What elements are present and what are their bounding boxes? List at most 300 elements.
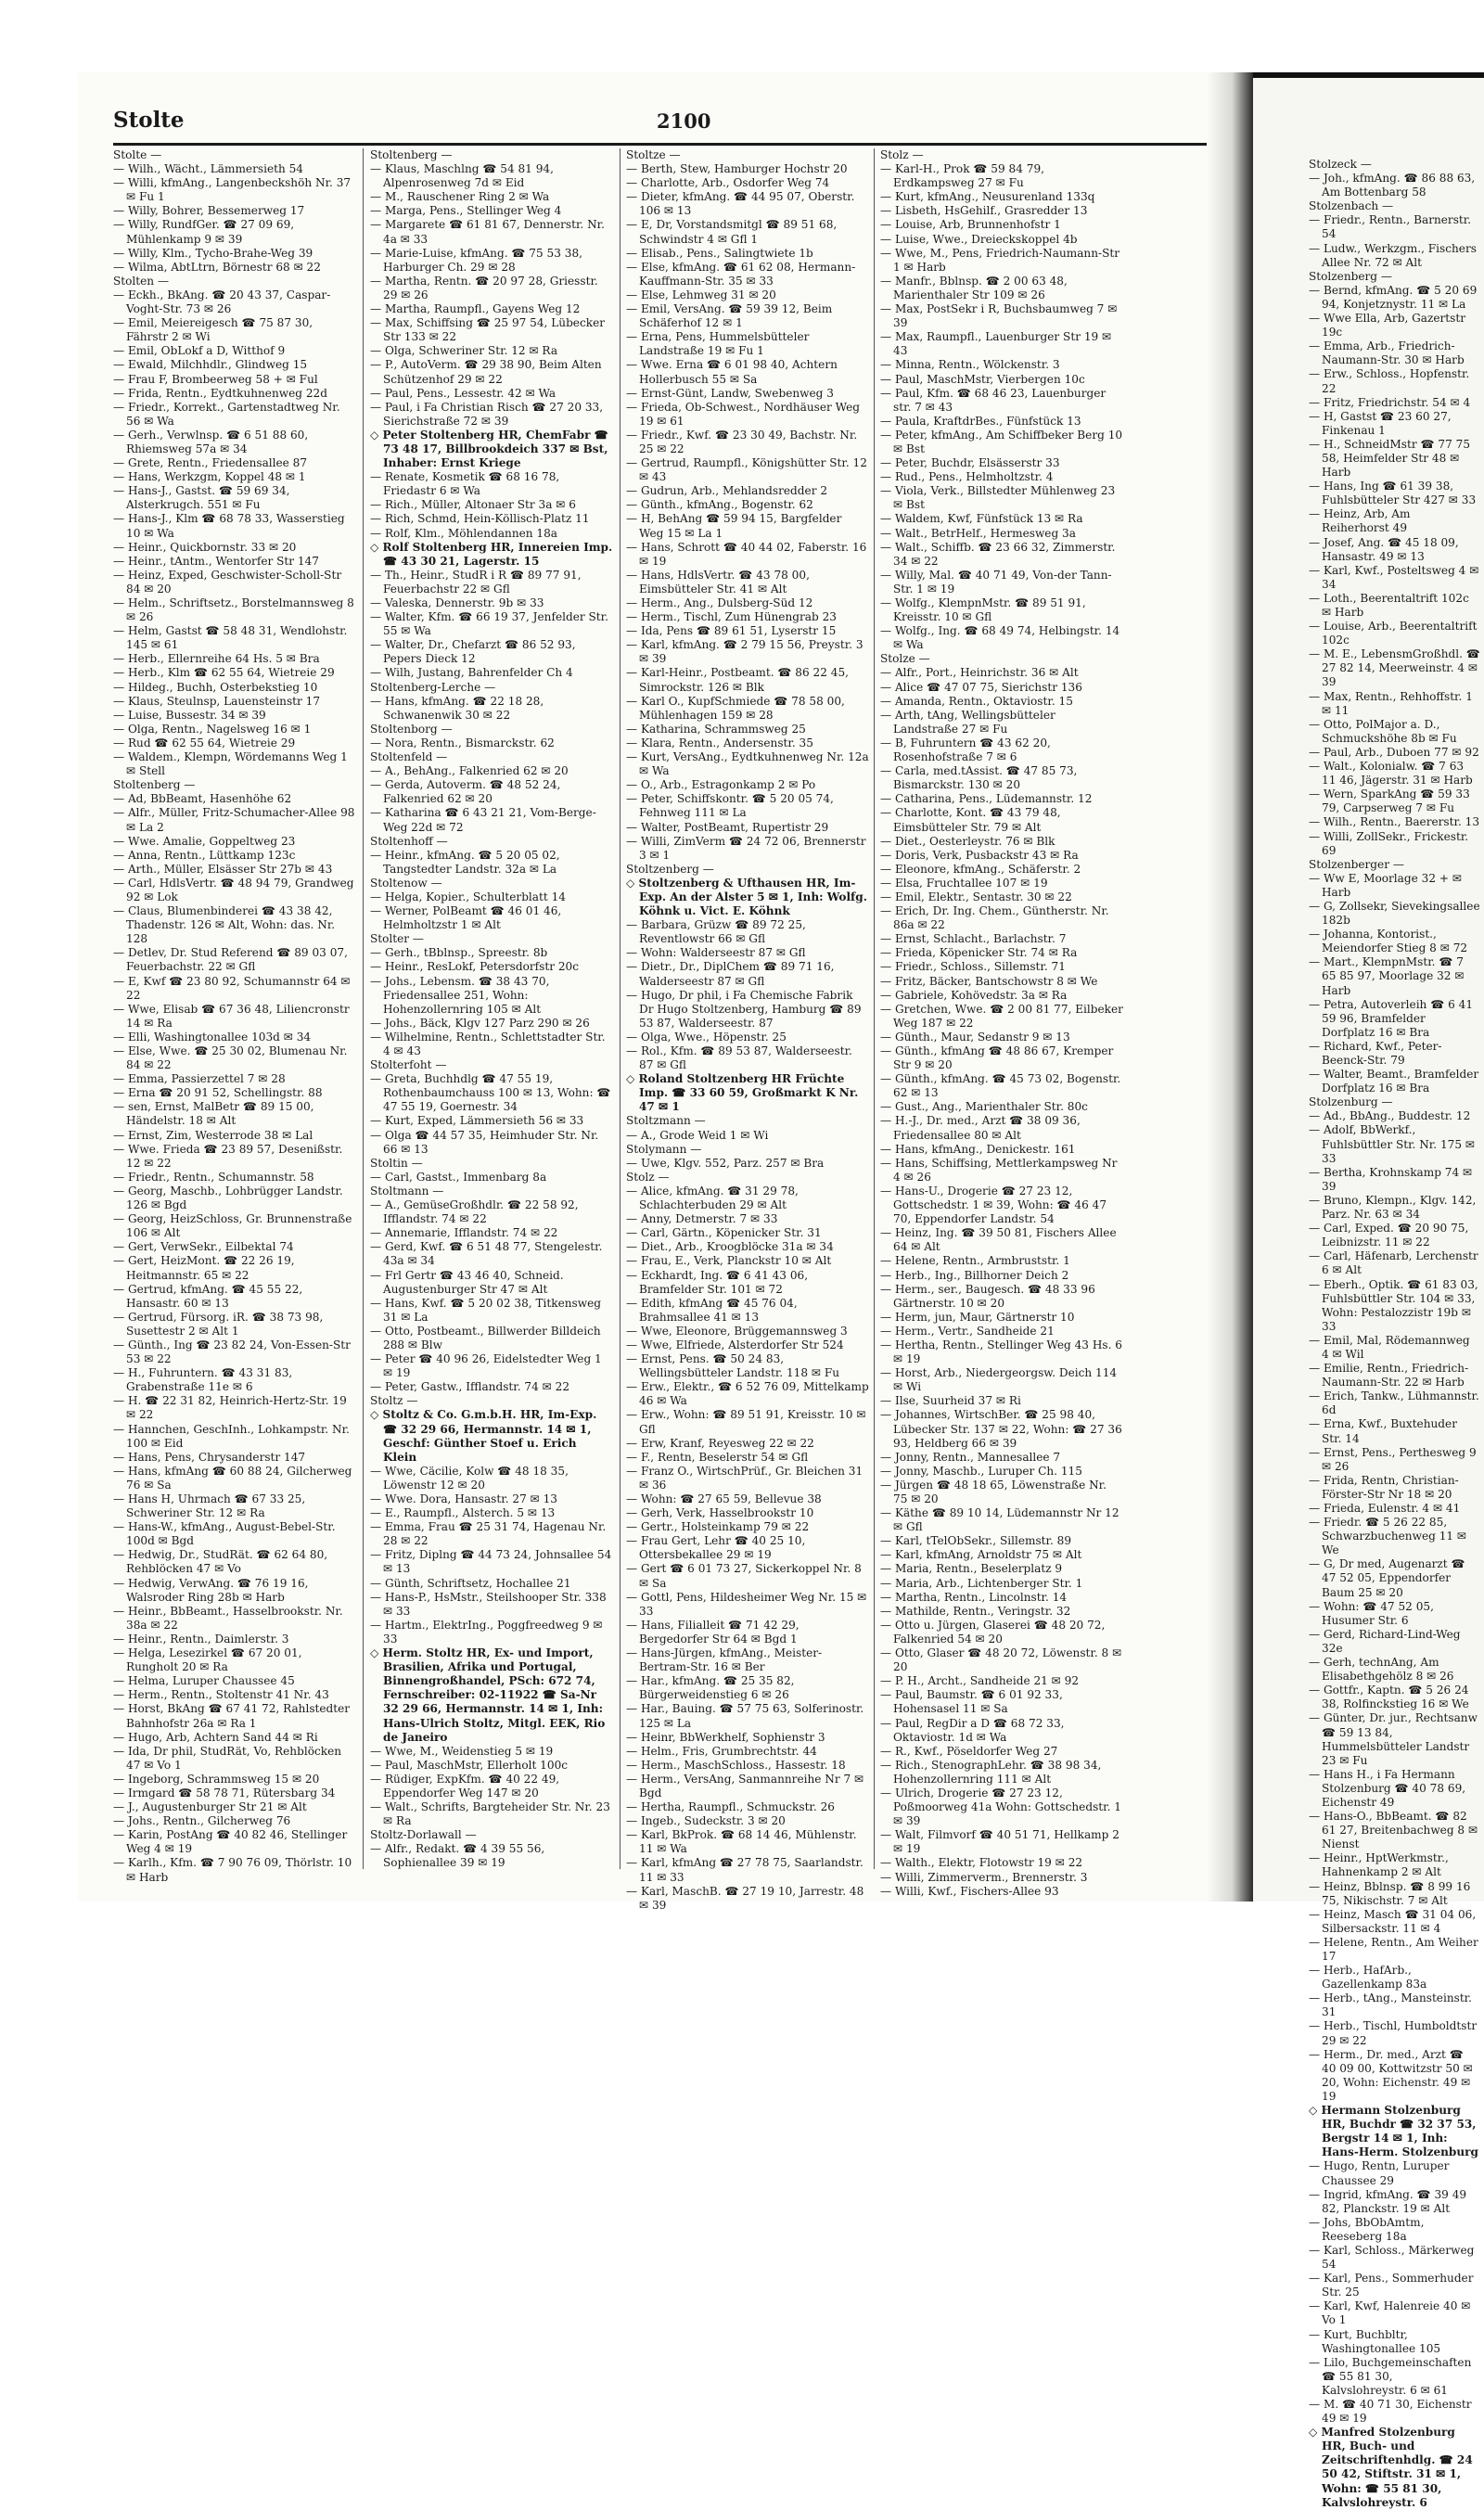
- directory-entry: — H, BehAng ☎ 59 94 15, Bargfelder Weg 15 ✉ La 1: [626, 512, 842, 540]
- directory-entry: — Friedr., Kwf. ☎ 23 30 49, Bachstr. Nr. 25 ✉ 22: [626, 428, 858, 455]
- directory-entry: — Rich., Müller, Altonaer Str 3a ✉ 6: [370, 498, 576, 512]
- directory-entry: — Georg, HeizSchloss, Gr. Brunnenstraße 106 ✉ Alt: [113, 1212, 352, 1240]
- directory-entry: — Wwe, M., Pens, Friedrich-Naumann-Str 1 ✉ Harb: [880, 246, 1120, 274]
- directory-entry: — Karl, tTelObSekr., Sillemstr. 89: [880, 1534, 1072, 1548]
- directory-entry: — A., Grode Weid 1 ✉ Wi: [626, 1128, 769, 1142]
- directory-entry: — Heinr., kfmAng. ☎ 5 20 05 02, Tangstedter Landstr. 32a ✉ La: [370, 848, 560, 876]
- directory-entry: — Gudrun, Arb., Mehlandsredder 2: [626, 484, 828, 498]
- directory-entry: — H. ☎ 22 31 82, Heinrich-Hertz-Str. 19 ✉ 22: [113, 1394, 347, 1422]
- directory-entry: — Kurt, VersAng., Eydtkuhnenweg Nr. 12a ✉ Wa: [626, 750, 869, 778]
- directory-entry: — Emma, Arb., Friedrich-Naumann-Str. 30 ✉ Harb: [1309, 339, 1465, 367]
- directory-entry: — Paul, Baumstr. ☎ 6 01 92 33, Hohensasel 11 ✉ Sa: [880, 1688, 1063, 1716]
- directory-entry: — Herb., Ing., Billhorner Deich 2: [880, 1268, 1069, 1282]
- directory-entry: — Wilh., Wächt., Lämmersieth 54: [113, 162, 303, 176]
- directory-entry: — Karl-Heinr., Postbeamt. ☎ 86 22 45, Simrockstr. 126 ✉ Blk: [626, 666, 849, 694]
- directory-entry: — Helm., Schriftsetz., Borstelmannsweg 8 ✉ 26: [113, 596, 354, 624]
- directory-entry: — Margarete ☎ 61 81 67, Dennerstr. Nr. 4a ✉ 33: [370, 218, 605, 246]
- directory-entry: — Hannchen, GeschInh., Lohkampstr. Nr. 100 ✉ Eid: [113, 1422, 350, 1450]
- directory-entry: — Emilie, Rentn., Friedrich-Naumann-Str. 22 ✉ Harb: [1309, 1362, 1469, 1389]
- directory-entry: ◇ Peter Stoltenberg HR, ChemFabr ☎ 73 48 17, Billbrookdeich 337 ✉ Bst, Inhaber: Ernst Kriege: [370, 428, 608, 470]
- directory-entry: — Karl, Kwf., Posteltsweg 4 ✉ 34: [1309, 563, 1479, 591]
- header-rule: [113, 143, 1217, 146]
- directory-entry: — Wwe. Frieda ☎ 23 89 57, Desenißstr. 12 ✉ 22: [113, 1142, 343, 1170]
- directory-entry: — Olga ☎ 44 57 35, Heimhuder Str. Nr. 66 ✉ 13: [370, 1128, 599, 1156]
- directory-entry: — Herb., HafArb., Gazellenkamp 83a: [1309, 1964, 1427, 1991]
- directory-column-1: [113, 148, 356, 1884]
- directory-entry: — Charlotte, Kont. ☎ 43 79 48, Eimsbütteler Str. 79 ✉ Alt: [880, 806, 1061, 834]
- directory-entry: — Uwe, Klgv. 552, Parz. 257 ✉ Bra: [626, 1156, 825, 1170]
- directory-entry: — Günth., kfmAng., Bogenstr. 62: [626, 498, 813, 512]
- directory-entry: — Otto u. Jürgen, Glaserei ☎ 48 20 72, Falkenried 54 ✉ 20: [880, 1618, 1106, 1646]
- directory-entry: — Frau, E., Verk, Planckstr 10 ✉ Alt: [626, 1254, 832, 1268]
- directory-entry: — Jonny, Rentn., Mannesallee 7: [880, 1450, 1061, 1464]
- directory-entry: — Ingeborg, Schrammsweg 15 ✉ 20: [113, 1772, 320, 1786]
- directory-entry: Stolzenberger —: [1309, 857, 1404, 871]
- page-header: [113, 104, 1194, 143]
- directory-entry: — Ilse, Suurheid 37 ✉ Ri: [880, 1394, 1021, 1408]
- directory-entry: Stolzeck —: [1309, 158, 1372, 171]
- directory-entry: — Willy, Bohrer, Bessemerweg 17: [113, 204, 305, 218]
- directory-entry: — Helm., Fris, Grumbrechtstr. 44: [626, 1744, 817, 1758]
- directory-entry: — Olga, Schweriner Str. 12 ✉ Ra: [370, 344, 558, 358]
- directory-entry: — Max, Raumpfl., Lauenburger Str 19 ✉ 43: [880, 330, 1112, 358]
- directory-entry: Stoltze —: [626, 148, 681, 161]
- directory-entry: — Gert, HeizMont. ☎ 22 26 19, Heitmannstr. 65 ✉ 22: [113, 1254, 295, 1282]
- directory-entry: — Lisbeth, HsGehilf., Grasredder 13: [880, 204, 1088, 218]
- directory-entry: — Karl, MaschB. ☎ 27 19 10, Jarrestr. 48 ✉ 39: [626, 1884, 864, 1912]
- directory-entry: — H., SchneidMstr ☎ 77 75 58, Heimfelder Str 48 ✉ Harb: [1309, 437, 1471, 480]
- directory-entry: — Günth., Maur, Sedanstr 9 ✉ 13: [880, 1030, 1070, 1044]
- directory-entry: — Wilma, AbtLtrn, Börnestr 68 ✉ 22: [113, 260, 321, 274]
- directory-entry: — Wwe, Elfriede, Alsterdorfer Str 524: [626, 1338, 844, 1351]
- directory-entry: — Herb., Klm ☎ 62 55 64, Wietreie 29: [113, 666, 335, 680]
- directory-entry: — Wwe, Cäcilie, Kolw ☎ 48 18 35, Löwenstr 12 ✉ 20: [370, 1464, 569, 1492]
- directory-entry: — Rud., Pens., Helmholtzstr. 4: [880, 470, 1054, 484]
- directory-entry: — Gottl, Pens, Hildesheimer Weg Nr. 15 ✉ 33: [626, 1590, 867, 1618]
- directory-entry: — Ad, BbBeamt, Hasenhöhe 62: [113, 792, 292, 806]
- directory-entry: — Ida, Dr phil, StudRät, Vo, Rehblöcken 47 ✉ Vo 1: [113, 1744, 342, 1772]
- directory-entry: — Wwe, Elisab ☎ 67 36 48, Liliencronstr 14 ✉ Ra: [113, 1002, 350, 1030]
- directory-entry: — Gabriele, Kohövedstr. 3a ✉ Ra: [880, 988, 1068, 1002]
- directory-entry: — Martha, Rentn., Lincolnstr. 14: [880, 1590, 1068, 1604]
- directory-entry: — Herb., Ellernreihe 64 Hs. 5 ✉ Bra: [113, 652, 320, 666]
- directory-entry: — Karl, kfmAng. ☎ 2 79 15 56, Preystr. 3 ✉ 39: [626, 638, 864, 666]
- directory-entry: — E., Raumpfl., Alsterch. 5 ✉ 13: [370, 1506, 556, 1520]
- directory-entry: — Doris, Verk, Pusbackstr 43 ✉ Ra: [880, 848, 1079, 862]
- directory-entry: — Peter, Gastw., Ifflandstr. 74 ✉ 22: [370, 1380, 570, 1394]
- directory-entry: Stolz —: [880, 148, 924, 161]
- directory-entry: — Walter, Beamt., Bramfelder Dorfplatz 16 ✉ Bra: [1309, 1068, 1479, 1095]
- column-divider: [363, 148, 364, 1869]
- directory-entry: — Heinr., ResLokf, Petersdorfstr 20c: [370, 960, 580, 974]
- directory-entry: — Bertha, Krohnskamp 74 ✉ 39: [1309, 1165, 1473, 1193]
- directory-entry: — Irmgard ☎ 58 78 71, Rütersbarg 34: [113, 1786, 336, 1799]
- directory-entry: — Catharina, Pens., Lüdemannstr. 12: [880, 792, 1093, 806]
- directory-entry: — Hans H, Uhrmach ☎ 67 33 25, Schweriner Str. 12 ✉ Ra: [113, 1492, 306, 1520]
- directory-entry: — Gertrud, Raumpfl., Königshütter Str. 12 ✉ 43: [626, 456, 867, 484]
- directory-entry: — Louise, Arb., Beerentaltrift 102c: [1309, 620, 1478, 647]
- directory-entry: — Hans, Werkzgm, Koppel 48 ✉ 1: [113, 470, 306, 484]
- directory-entry: — Nora, Rentn., Bismarckstr. 62: [370, 736, 555, 749]
- directory-entry: — Erw, Kranf, Reyesweg 22 ✉ 22: [626, 1436, 814, 1450]
- directory-entry: — Ingeb., Sudeckstr. 3 ✉ 20: [626, 1814, 786, 1828]
- directory-entry: — Eleonore, kfmAng., Schäferstr. 2: [880, 862, 1081, 876]
- directory-entry: — Helga, Kopier., Schulterblatt 14: [370, 890, 566, 903]
- directory-entry: — Herm., VersAng, Sanmannreihe Nr 7 ✉ Bgd: [626, 1772, 864, 1799]
- directory-entry: — Karl, kfmAng, Arnoldstr 75 ✉ Alt: [880, 1548, 1082, 1562]
- directory-entry: — Heinr., HptWerkmstr., Hahnenkamp 2 ✉ Alt: [1309, 1851, 1449, 1879]
- directory-entry: — Ludw., Werkzgm., Fischers Allee Nr. 72 ✉ Alt: [1309, 241, 1477, 269]
- directory-entry: — Emil, ObLokf a D, Witthof 9: [113, 344, 286, 358]
- directory-entry: ◇ Herm. Stoltz HR, Ex- und Import, Brasilien, Afrika und Portugal, Binnengroßhandel, PSch: 672 74, Fernschreiber: 02-11922 ☎ Sa-Nr 32 29 66, Hermannstr. 14 ✉ 1, Inh: Hans-Ulrich Stoltz, Mitgl. EEK, Rio de Janeiro: [370, 1646, 606, 1744]
- directory-entry: — Wohn: Walderseestr 87 ✉ Gfl: [626, 946, 806, 960]
- directory-entry: — Elisab., Pens., Salingtwiete 1b: [626, 246, 813, 260]
- directory-entry: — Jürgen ☎ 48 18 65, Löwenstraße Nr. 75 ✉ 20: [880, 1478, 1107, 1505]
- directory-entry: — G, Zollsekr, Sievekingsallee 182b: [1309, 899, 1480, 928]
- directory-entry: — Kurt, kfmAng., Neusurenland 133q: [880, 190, 1095, 204]
- directory-entry: — Hans, HdlsVertr. ☎ 43 78 00, Eimsbütteler Str. 41 ✉ Alt: [626, 568, 810, 595]
- directory-entry: — Grete, Rentn., Friedensallee 87: [113, 456, 308, 470]
- directory-entry: — Carl, Gastst., Immenbarg 8a: [370, 1170, 547, 1184]
- directory-column-2: [370, 148, 613, 1874]
- directory-entry: — Franz O., WirtschPrüf., Gr. Bleichen 31 ✉ 36: [626, 1464, 864, 1492]
- directory-entry: — Walter, Dr., Chefarzt ☎ 86 52 93, Pepers Dieck 12: [370, 638, 576, 666]
- directory-entry: — Luise, Wwe., Dreieckskoppel 4b: [880, 232, 1078, 246]
- directory-entry: — Hans, Kwf. ☎ 5 20 02 38, Titkensweg 31 ✉ La: [370, 1296, 602, 1324]
- directory-entry: — Richard, Kwf., Peter-Beenck-Str. 79: [1309, 1039, 1442, 1067]
- directory-entry: — Emma, Passierzettel 7 ✉ 28: [113, 1072, 286, 1086]
- directory-entry: — Ww E, Moorlage 32 + ✉ Harb: [1309, 871, 1462, 899]
- directory-entry: ◇ Rolf Stoltenberg HR, Innereien Imp. ☎ 43 30 21, Lagerstr. 15: [370, 540, 613, 568]
- directory-entry: — H., Fuhruntern. ☎ 43 31 83, Grabenstraße 11e ✉ 6: [113, 1366, 293, 1394]
- directory-entry: — Alice ☎ 47 07 75, Sierichstr 136: [880, 680, 1082, 694]
- directory-entry: — Gerh., Verwlnsp. ☎ 6 51 88 60, Rhiemsweg 57a ✉ 34: [113, 428, 309, 455]
- directory-entry: — Erich, Tankw., Lühmannstr. 6d: [1309, 1389, 1479, 1417]
- directory-entry: — Paul, Pens., Lessestr. 42 ✉ Wa: [370, 386, 556, 400]
- directory-entry: — Friedr., Rentn., Barnerstr. 54: [1309, 213, 1472, 241]
- directory-entry: — Max, PostSekr i R, Buchsbaumweg 7 ✉ 39: [880, 302, 1118, 330]
- directory-entry: — Fritz, Friedrichstr. 54 ✉ 4: [1309, 395, 1471, 409]
- directory-entry: — Anna, Rentn., Lüttkamp 123c: [113, 848, 296, 862]
- directory-entry: — Manfr., Bblnsp. ☎ 2 00 63 48, Marienthaler Str 109 ✉ 26: [880, 274, 1068, 301]
- directory-entry: — Karl, kfmAng ☎ 27 78 75, Saarlandstr. 11 ✉ 33: [626, 1856, 864, 1884]
- directory-entry: — Fritz, Diplng ☎ 44 73 24, Johnsallee 54 ✉ 13: [370, 1548, 612, 1576]
- directory-entry: Stoltin —: [370, 1156, 423, 1170]
- directory-entry: — Gertrud, Fürsorg. iR. ☎ 38 73 98, Susettestr 2 ✉ Alt 1: [113, 1310, 324, 1338]
- directory-entry: — Petra, Autoverleih ☎ 6 41 59 96, Bramfelder Dorfplatz 16 ✉ Bra: [1309, 997, 1474, 1039]
- directory-entry: — M. E., LebensmGroßhdl. ☎ 27 82 14, Meerweinstr. 4 ✉ 39: [1309, 647, 1480, 689]
- directory-entry: — Mart., KlempnMstr. ☎ 7 65 85 97, Moorlage 32 ✉ Harb: [1309, 955, 1465, 997]
- directory-entry: — Ernst, Schlacht., Barlachstr. 7: [880, 932, 1067, 946]
- directory-entry: — Wilh, Justang, Bahrenfelder Ch 4: [370, 666, 573, 680]
- directory-entry: — Klaus, Steulnsp, Lauensteinstr 17: [113, 694, 321, 708]
- directory-entry: — P., AutoVerm. ☎ 29 38 90, Beim Alten Schützenhof 29 ✉ 22: [370, 358, 602, 386]
- directory-entry: — Willy, Mal. ☎ 40 71 49, Von-der Tann-Str. 1 ✉ 19: [880, 568, 1112, 595]
- directory-entry: — Wern, SparkAng ☎ 59 33 79, Carpserweg 7 ✉ Fu: [1309, 788, 1470, 815]
- directory-entry: — Paul, MaschMstr, Vierbergen 10c: [880, 372, 1085, 386]
- directory-entry: — H, Gastst ☎ 23 60 27, Finkenau 1: [1309, 409, 1452, 437]
- directory-entry: — Marie-Luise, kfmAng. ☎ 75 53 38, Harburger Ch. 29 ✉ 28: [370, 246, 582, 274]
- directory-entry: — Rol., Kfm. ☎ 89 53 87, Walderseestr. 87 ✉ Gfl: [626, 1044, 852, 1072]
- directory-entry: — Willy, RundfGer. ☎ 27 09 69, Mühlenkamp 9 ✉ 39: [113, 218, 295, 246]
- directory-entry: — Karl, BkProk. ☎ 68 14 46, Mühlenstr. 11 ✉ Wa: [626, 1828, 857, 1856]
- directory-entry: — Barbara, Grüzw ☎ 89 72 25, Reventlowstr 66 ✉ Gfl: [626, 918, 806, 946]
- directory-entry: — Heinr., BbBeamt., Hasselbrookstr. Nr. 38a ✉ 22: [113, 1604, 343, 1632]
- directory-entry: — Arth, tAng, Wellingsbütteler Landstraße 27 ✉ Fu: [880, 708, 1055, 736]
- directory-entry: — Frieda, Eulenstr. 4 ✉ 41: [1309, 1502, 1461, 1515]
- directory-entry: — Willy, Klm., Tycho-Brahe-Weg 39: [113, 246, 313, 260]
- directory-entry: — Günter, Dr. jur., Rechtsanw ☎ 59 13 84, Hummelsbütteler Landstr 23 ✉ Fu: [1309, 1711, 1478, 1767]
- directory-entry: — J., Augustenburger Str 21 ✉ Alt: [113, 1800, 307, 1814]
- directory-entry: — Gerd, Kwf. ☎ 6 51 48 77, Stengelestr. 43a ✉ 34: [370, 1240, 603, 1268]
- directory-entry: — Berth, Stew, Hamburger Hochstr 20: [626, 162, 848, 176]
- directory-entry: — Emil, Mal, Rödemannweg 4 ✉ Wil: [1309, 1333, 1470, 1361]
- directory-entry: — Ernst, Pens., Perthesweg 9 ✉ 26: [1309, 1445, 1477, 1473]
- directory-entry: — R., Kwf., Pöseldorfer Weg 27: [880, 1744, 1058, 1758]
- directory-entry: — Walt., BetrHelf., Hermesweg 3a: [880, 526, 1076, 540]
- directory-entry: — Wohn: ☎ 47 52 05, Husumer Str. 6: [1309, 1599, 1434, 1627]
- directory-entry: ◇ Roland Stoltzenberg HR Früchte Imp. ☎ 33 60 59, Großmarkt K Nr. 47 ✉ 1: [626, 1072, 859, 1114]
- directory-entry: Stoltenberg —: [370, 148, 453, 161]
- directory-entry: — Erw., Schloss., Hopfenstr. 22: [1309, 367, 1470, 395]
- directory-entry: — Paul, Kfm. ☎ 68 46 23, Lauenburger str. 7 ✉ 43: [880, 386, 1107, 414]
- directory-entry: — Heinr, BbWerkhelf, Sophienstr 3: [626, 1730, 825, 1744]
- facing-page-column: [1309, 158, 1480, 2509]
- directory-entry: — F., Rentn, Beselerstr 54 ✉ Gfl: [626, 1450, 809, 1464]
- directory-entry: — Hans, Schiffsing, Mettlerkampsweg Nr 4 ✉ 26: [880, 1156, 1118, 1184]
- directory-entry: — Maria, Rentn., Beselerplatz 9: [880, 1562, 1063, 1576]
- directory-entry: — Gerd, Richard-Lind-Weg 32e: [1309, 1627, 1461, 1655]
- directory-entry: Stoltenow —: [370, 876, 442, 890]
- directory-entry: — Charlotte, Arb., Osdorfer Weg 74: [626, 176, 830, 190]
- directory-entry: — Helga, Lesezirkel ☎ 67 20 01, Rungholt 20 ✉ Ra: [113, 1646, 302, 1674]
- directory-entry: — Walt., Schrifts, Bargteheider Str. Nr. 23 ✉ Ra: [370, 1800, 610, 1828]
- directory-entry: — Hedwig, Dr., StudRät. ☎ 62 64 80, Rehblöcken 47 ✉ Vo: [113, 1548, 328, 1576]
- directory-entry: — Frida, Rentn., Eydtkuhnenweg 22d: [113, 386, 327, 400]
- directory-entry: — Viola, Verk., Billstedter Mühlenweg 23 ✉ Bst: [880, 484, 1116, 512]
- directory-entry: — Heinz, Arb, Am Reiherhorst 49: [1309, 507, 1411, 535]
- directory-entry: Stoltz —: [370, 1394, 418, 1408]
- directory-entry: ◇ Manfred Stolzenburg HR, Buch- und Zeitschriftenhdlg. ☎ 24 50 42, Stiftstr. 31 ✉ 1, Wohn: ☎ 55 81 30, Kalvslohreystr. 6: [1309, 2426, 1473, 2509]
- directory-entry: — Ernst, Zim, Westerrode 38 ✉ Lal: [113, 1128, 313, 1142]
- directory-entry: — Paul, i Fa Christian Risch ☎ 27 20 33, Sierichstraße 72 ✉ 39: [370, 400, 604, 428]
- directory-entry: — Horst, BkAng ☎ 67 41 72, Rahlstedter Bahnhofstr 26a ✉ Ra 1: [113, 1702, 351, 1730]
- directory-entry: — H.-J., Dr. med., Arzt ☎ 38 09 36, Friedensallee 80 ✉ Alt: [880, 1114, 1081, 1142]
- directory-entry: — Bruno, Klempn., Klgv. 142, Parz. Nr. 63 ✉ 34: [1309, 1193, 1477, 1222]
- directory-entry: — Johs., Rentn., Gilcherweg 76: [113, 1814, 291, 1828]
- directory-entry: — Klara, Rentn., Andersenstr. 35: [626, 736, 813, 749]
- directory-entry: — Hans-O., BbBeamt. ☎ 82 61 27, Breitenbachweg 8 ✉ Nienst: [1309, 1810, 1478, 1851]
- directory-entry: — Claus, Blumenbinderei ☎ 43 38 42, Thadenstr. 126 ✉ Alt, Wohn: das. Nr. 128: [113, 904, 336, 946]
- directory-entry: — Hugo, Dr phil, i Fa Chemische Fabrik Dr Hugo Stoltzenberg, Hamburg ☎ 89 53 87, Walderseestr. 87: [626, 988, 862, 1030]
- directory-entry: — Helene, Rentn., Am Weiher 17: [1309, 1935, 1478, 1963]
- directory-entry: — Gertrud, kfmAng. ☎ 45 55 22, Hansastr. 60 ✉ 13: [113, 1282, 303, 1310]
- directory-entry: — Willi, kfmAng., Langenbeckshöh Nr. 37 ✉ Fu 1: [113, 176, 352, 204]
- directory-entry: — Karlh., Kfm. ☎ 7 90 76 09, Thörlstr. 10 ✉ Harb: [113, 1856, 352, 1884]
- directory-entry: — Kurt, Exped, Lämmersieth 56 ✉ 33: [370, 1114, 584, 1128]
- directory-entry: — Frieda, Köpenicker Str. 74 ✉ Ra: [880, 946, 1078, 960]
- directory-entry: — Eberh., Optik. ☎ 61 83 03, Fuhlsbüttler Str. 104 ✉ 33, Wohn: Pestalozzistr 19b ✉ 33: [1309, 1277, 1478, 1333]
- directory-entry: — Carl, Exped. ☎ 20 90 75, Leibnizstr. 11 ✉ 22: [1309, 1222, 1469, 1249]
- directory-entry: ◇ Hermann Stolzenburg HR, Buchdr ☎ 32 37 53, Bergstr 14 ✉ 1, Inh: Hans-Herm. Stolzenburg: [1309, 2104, 1479, 2159]
- directory-entry: — Herm, jun, Maur, Gärtnerstr 10: [880, 1310, 1075, 1324]
- directory-entry: — Wwe. Dora, Hansastr. 27 ✉ 13: [370, 1492, 557, 1505]
- directory-entry: — Marga, Pens., Stellinger Weg 4: [370, 204, 562, 218]
- directory-entry: — Greta, Buchhdlg ☎ 47 55 19, Rothenbaumchauss 100 ✉ 13, Wohn: ☎ 47 55 19, Goernestr. 34: [370, 1072, 611, 1114]
- directory-entry: — Willi, Kwf., Fischers-Allee 93: [880, 1884, 1059, 1898]
- directory-entry: — Walt., Kolonialw. ☎ 7 63 11 46, Jägerstr. 31 ✉ Harb: [1309, 760, 1473, 788]
- directory-entry: — Rud ☎ 62 55 64, Wietreie 29: [113, 736, 296, 749]
- directory-entry: — Joh., kfmAng. ☎ 86 88 63, Am Bottenbarg 58: [1309, 172, 1476, 199]
- directory-entry: — Wohn: ☎ 27 65 59, Bellevue 38: [626, 1492, 822, 1505]
- directory-entry: — Peter, kfmAng., Am Schiffbeker Berg 10 ✉ Bst: [880, 428, 1123, 455]
- directory-entry: — Alfr., Redakt. ☎ 4 39 55 56, Sophienallee 39 ✉ 19: [370, 1842, 545, 1870]
- directory-entry: Stolter —: [370, 932, 425, 946]
- directory-entry: — Carl, Häfenarb, Lerchenstr 6 ✉ Alt: [1309, 1249, 1478, 1277]
- directory-entry: — Olga, Wwe., Höpenstr. 25: [626, 1030, 787, 1044]
- directory-entry: — Walt, Filmvorf ☎ 40 51 71, Hellkamp 2 ✉ 19: [880, 1828, 1119, 1856]
- directory-entry: — Gert ☎ 6 01 73 27, Sickerkoppel Nr. 8 ✉ Sa: [626, 1562, 862, 1590]
- directory-entry: — Arth., Müller, Elsässer Str 27b ✉ 43: [113, 862, 333, 876]
- directory-entry: — Diet., Oesterleystr. 76 ✉ Blk: [880, 834, 1055, 848]
- directory-entry: — Alice, kfmAng. ☎ 31 29 78, Schlachterbuden 29 ✉ Alt: [626, 1184, 799, 1212]
- directory-entry: — G, Dr med, Augenarzt ☎ 47 52 05, Eppendorfer Baum 25 ✉ 20: [1309, 1557, 1465, 1599]
- directory-entry: Stoltenfeld —: [370, 750, 448, 764]
- directory-entry: Stoltenborg —: [370, 722, 453, 736]
- directory-entry: — Loth., Beerentaltrift 102c ✉ Harb: [1309, 591, 1469, 619]
- directory-entry: — Carla, med.tAssist. ☎ 47 85 73, Bismarckstr. 130 ✉ 20: [880, 764, 1078, 792]
- directory-entry: Stoltenberg —: [113, 778, 196, 792]
- directory-entry: — Friedr. ☎ 5 26 22 85, Schwarzbuchenweg 11 ✉ We: [1309, 1516, 1467, 1557]
- directory-entry: Stolze —: [880, 652, 930, 666]
- directory-entry: — M., Rauschener Ring 2 ✉ Wa: [370, 190, 550, 204]
- directory-entry: — Elsa, Fruchtallee 107 ✉ 19: [880, 876, 1048, 890]
- directory-entry: — Else, Wwe. ☎ 25 30 02, Blumenau Nr. 84 ✉ 22: [113, 1044, 348, 1072]
- directory-entry: — Paula, KraftdrBes., Fünfstück 13: [880, 414, 1081, 428]
- directory-entry: — Peter ☎ 40 96 26, Eidelstedter Weg 1 ✉ 19: [370, 1352, 602, 1380]
- directory-entry: — Heinz, Exped, Geschwister-Scholl-Str 84 ✉ 20: [113, 568, 342, 595]
- directory-entry: — Karl-H., Prok ☎ 59 84 79, Erdkampsweg 27 ✉ Fu: [880, 162, 1044, 190]
- directory-entry: — Luise, Bussestr. 34 ✉ 39: [113, 708, 266, 722]
- directory-column-4: [880, 148, 1123, 1898]
- directory-entry: — Frau F, Brombeerweg 58 + ✉ Ful: [113, 372, 318, 386]
- directory-entry: — Jonny, Maschb., Luruper Ch. 115: [880, 1464, 1082, 1478]
- directory-entry: — A., BehAng., Falkenried 62 ✉ 20: [370, 764, 569, 778]
- directory-entry: — Alfr., Müller, Fritz-Schumacher-Allee 98 ✉ La 2: [113, 806, 355, 834]
- directory-entry: — Alfr., Port., Heinrichstr. 36 ✉ Alt: [880, 666, 1079, 680]
- directory-entry: — Ewald, Milchhdlr., Glindweg 15: [113, 358, 308, 372]
- column-divider: [874, 148, 875, 1869]
- directory-entry: — Walt., Schiffb. ☎ 23 66 32, Zimmerstr. 34 ✉ 22: [880, 540, 1116, 568]
- directory-entry: — Gerh, Verk, Hasselbrookstr 10: [626, 1506, 814, 1520]
- directory-entry: — Hedwig, VerwAng. ☎ 76 19 16, Walsroder Ring 28b ✉ Harb: [113, 1576, 309, 1604]
- directory-entry: — Wolfg., KlempnMstr. ☎ 89 51 91, Kreisstr. 10 ✉ Gfl: [880, 596, 1086, 624]
- directory-entry: — Emil, Meiereigesch ☎ 75 87 30, Fährstr 2 ✉ Wi: [113, 316, 313, 344]
- directory-entry: — Josef, Ang. ☎ 45 18 09, Hansastr. 49 ✉ 13: [1309, 535, 1459, 563]
- directory-entry: — Wwe, Eleonore, Brüggemannsweg 3: [626, 1324, 848, 1338]
- directory-entry: — Hertha, Rentn., Stellinger Weg 43 Hs. 6 ✉ 19: [880, 1338, 1122, 1366]
- directory-entry: — Hertha, Raumpfl., Schmuckstr. 26: [626, 1800, 835, 1814]
- directory-entry: — Gert, VerwSekr., Eilbektal 74: [113, 1240, 294, 1254]
- directory-entry: — Olga, Rentn., Nagelsweg 16 ✉ 1: [113, 722, 312, 736]
- directory-entry: — Valeska, Dennerstr. 9b ✉ 33: [370, 596, 544, 609]
- directory-entry: — Karl O., KupfSchmiede ☎ 78 58 00, Mühlenhagen 159 ✉ 28: [626, 694, 845, 722]
- directory-entry: — Wwe. Erna ☎ 6 01 98 40, Achtern Hollerbusch 55 ✉ Sa: [626, 358, 838, 386]
- directory-entry: — Eckh., BkAng. ☎ 20 43 37, Caspar-Voght-Str. 73 ✉ 26: [113, 288, 331, 316]
- directory-entry: — Heinz, Masch ☎ 31 04 06, Silbersackstr. 11 ✉ 4: [1309, 1907, 1477, 1935]
- directory-entry: — Rüdiger, ExpKfm. ☎ 40 22 49, Eppendorfer Weg 147 ✉ 20: [370, 1772, 560, 1799]
- directory-entry: — Karin, PostAng ☎ 40 82 46, Stellinger Weg 4 ✉ 19: [113, 1828, 348, 1856]
- directory-entry: — Adolf, BbWerkf., Fuhlsbüttler Str. Nr. 175 ✉ 33: [1309, 1123, 1476, 1165]
- directory-entry: — Peter, Buchdr, Elsässerstr 33: [880, 456, 1060, 470]
- directory-entry: — Walth., Elektr, Flotowstr 19 ✉ 22: [880, 1856, 1083, 1870]
- directory-entry: — Hans-P., HsMstr., Steilshooper Str. 338 ✉ 33: [370, 1590, 607, 1618]
- directory-entry: — Renate, Kosmetik ☎ 68 16 78, Friedastr 6 ✉ Wa: [370, 470, 560, 498]
- directory-entry: — Wwe Ella, Arb, Gazertstr 19c: [1309, 312, 1466, 339]
- directory-entry: — Johannes, WirtschBer. ☎ 25 98 40, Lübecker Str. 137 ✉ 22, Wohn: ☎ 27 36 93, Heldberg 66 ✉ 39: [880, 1408, 1122, 1450]
- directory-entry: — Wilh., Rentn., Baererstr. 13: [1309, 815, 1480, 829]
- directory-entry: — Martha, Rentn. ☎ 20 97 28, Griesstr. 29 ✉ 26: [370, 274, 598, 301]
- directory-entry: — Otto, Glaser ☎ 48 20 72, Löwenstr. 8 ✉ 20: [880, 1646, 1122, 1674]
- directory-entry: — Kurt, Buchbltr, Washingtonallee 105: [1309, 2327, 1441, 2355]
- directory-entry: — Frau Gert, Lehr ☎ 40 25 10, Ottersbekallee 29 ✉ 19: [626, 1534, 806, 1562]
- directory-entry: — Herb., Tischl, Humboldtstr 29 ✉ 22: [1309, 2019, 1478, 2047]
- directory-entry: — Johanna, Kontorist., Meiendorfer Stieg 8 ✉ 72: [1309, 928, 1468, 955]
- directory-entry: — Paul, Arb., Duboen 77 ✉ 92: [1309, 745, 1479, 759]
- directory-entry: — Herm., ser., Baugesch. ☎ 48 33 96 Gärtnerstr. 10 ✉ 20: [880, 1282, 1095, 1310]
- directory-entry: — Hugo, Rentn, Luruper Chaussee 29: [1309, 2159, 1450, 2187]
- directory-entry: — Hugo, Arb, Achtern Sand 44 ✉ Ri: [113, 1730, 318, 1744]
- directory-entry: — Hans, kfmAng., Denickestr. 161: [880, 1142, 1076, 1156]
- directory-entry: — Friedr., Korrekt., Gartenstadtweg Nr. 56 ✉ Wa: [113, 400, 340, 428]
- directory-entry: — Har., kfmAng. ☎ 25 35 82, Bürgerweidenstieg 6 ✉ 26: [626, 1674, 795, 1702]
- directory-entry: — Hans, Ing ☎ 61 39 38, Fuhlsbütteler Str 427 ✉ 33: [1309, 480, 1477, 507]
- directory-entry: — Maria, Arb., Lichtenberger Str. 1: [880, 1576, 1083, 1590]
- directory-entry: — Gertr., Holsteinkamp 79 ✉ 22: [626, 1520, 810, 1534]
- directory-column-3: [626, 148, 869, 1912]
- directory-entry: Stoltzenberg —: [626, 862, 714, 876]
- directory-entry: — P. H., Archt., Sandheide 21 ✉ 92: [880, 1674, 1080, 1688]
- directory-entry: — Herb., tAng., Mansteinstr. 31: [1309, 1991, 1472, 2019]
- directory-entry: — Hildeg., Buchh, Osterbekstieg 10: [113, 680, 318, 694]
- directory-entry: Stolzenberg —: [1309, 269, 1392, 283]
- directory-entry: — Katharina, Schrammsweg 25: [626, 722, 806, 736]
- page-number: 2100: [657, 109, 711, 133]
- directory-entry: — Waldem., Klempn, Wördemanns Weg 1 ✉ Stell: [113, 750, 348, 778]
- directory-entry: — Helene, Rentn., Armbruststr. 1: [880, 1254, 1070, 1268]
- directory-entry: — Max, Rentn., Rehhoffstr. 1 ✉ 11: [1309, 689, 1473, 717]
- directory-entry: — Ernst, Pens. ☎ 50 24 83, Wellingsbütteler Landstr. 118 ✉ Fu: [626, 1352, 840, 1380]
- directory-entry: — Hans H., i Fa Hermann Stolzenburg ☎ 40 78 69, Eichenstr 49: [1309, 1767, 1466, 1809]
- directory-entry: — O., Arb., Estragonkamp 2 ✉ Po: [626, 778, 816, 792]
- directory-entry: — Günth, Schriftsetz, Hochallee 21: [370, 1576, 571, 1590]
- directory-entry: — Wilhelmine, Rentn., Schlettstadter Str. 4 ✉ 43: [370, 1030, 606, 1057]
- directory-entry: — Rich, Schmd, Hein-Köllisch-Platz 11: [370, 512, 590, 526]
- directory-entry: — Günth., kfmAng. ☎ 45 73 02, Bogenstr. 62 ✉ 13: [880, 1072, 1121, 1100]
- directory-entry: — Emil, Elektr., Sentastr. 30 ✉ 22: [880, 890, 1072, 903]
- directory-entry: — Heinz, Ing. ☎ 39 50 81, Fischers Allee 64 ✉ Alt: [880, 1226, 1117, 1254]
- directory-entry: — Ernst-Günt, Landw, Swebenweg 3: [626, 386, 834, 400]
- directory-entry: — Wwe, M., Weidenstieg 5 ✉ 19: [370, 1744, 554, 1758]
- directory-entry: Stolterfoht —: [370, 1058, 447, 1072]
- directory-entry: — Horst, Arb., Niedergeorgsw. Deich 114 ✉ Wi: [880, 1366, 1118, 1394]
- directory-entry: — Georg, Maschb., Lohbrügger Landstr. 126 ✉ Bgd: [113, 1184, 343, 1212]
- running-headword: Stolte: [113, 108, 185, 133]
- directory-entry: ◇ Stoltzenberg & Ufthausen HR, Im-Exp. An der Alster 5 ✉ 1, Inh: Wolfg. Köhnk u. Vict. E. Köhnk: [626, 876, 867, 918]
- directory-entry: — Hartm., ElektrIng., Poggfreedweg 9 ✉ 33: [370, 1618, 603, 1646]
- directory-entry: — Minna, Rentn., Wölckenstr. 3: [880, 358, 1060, 372]
- directory-entry: — Anny, Detmerstr. 7 ✉ 33: [626, 1212, 778, 1226]
